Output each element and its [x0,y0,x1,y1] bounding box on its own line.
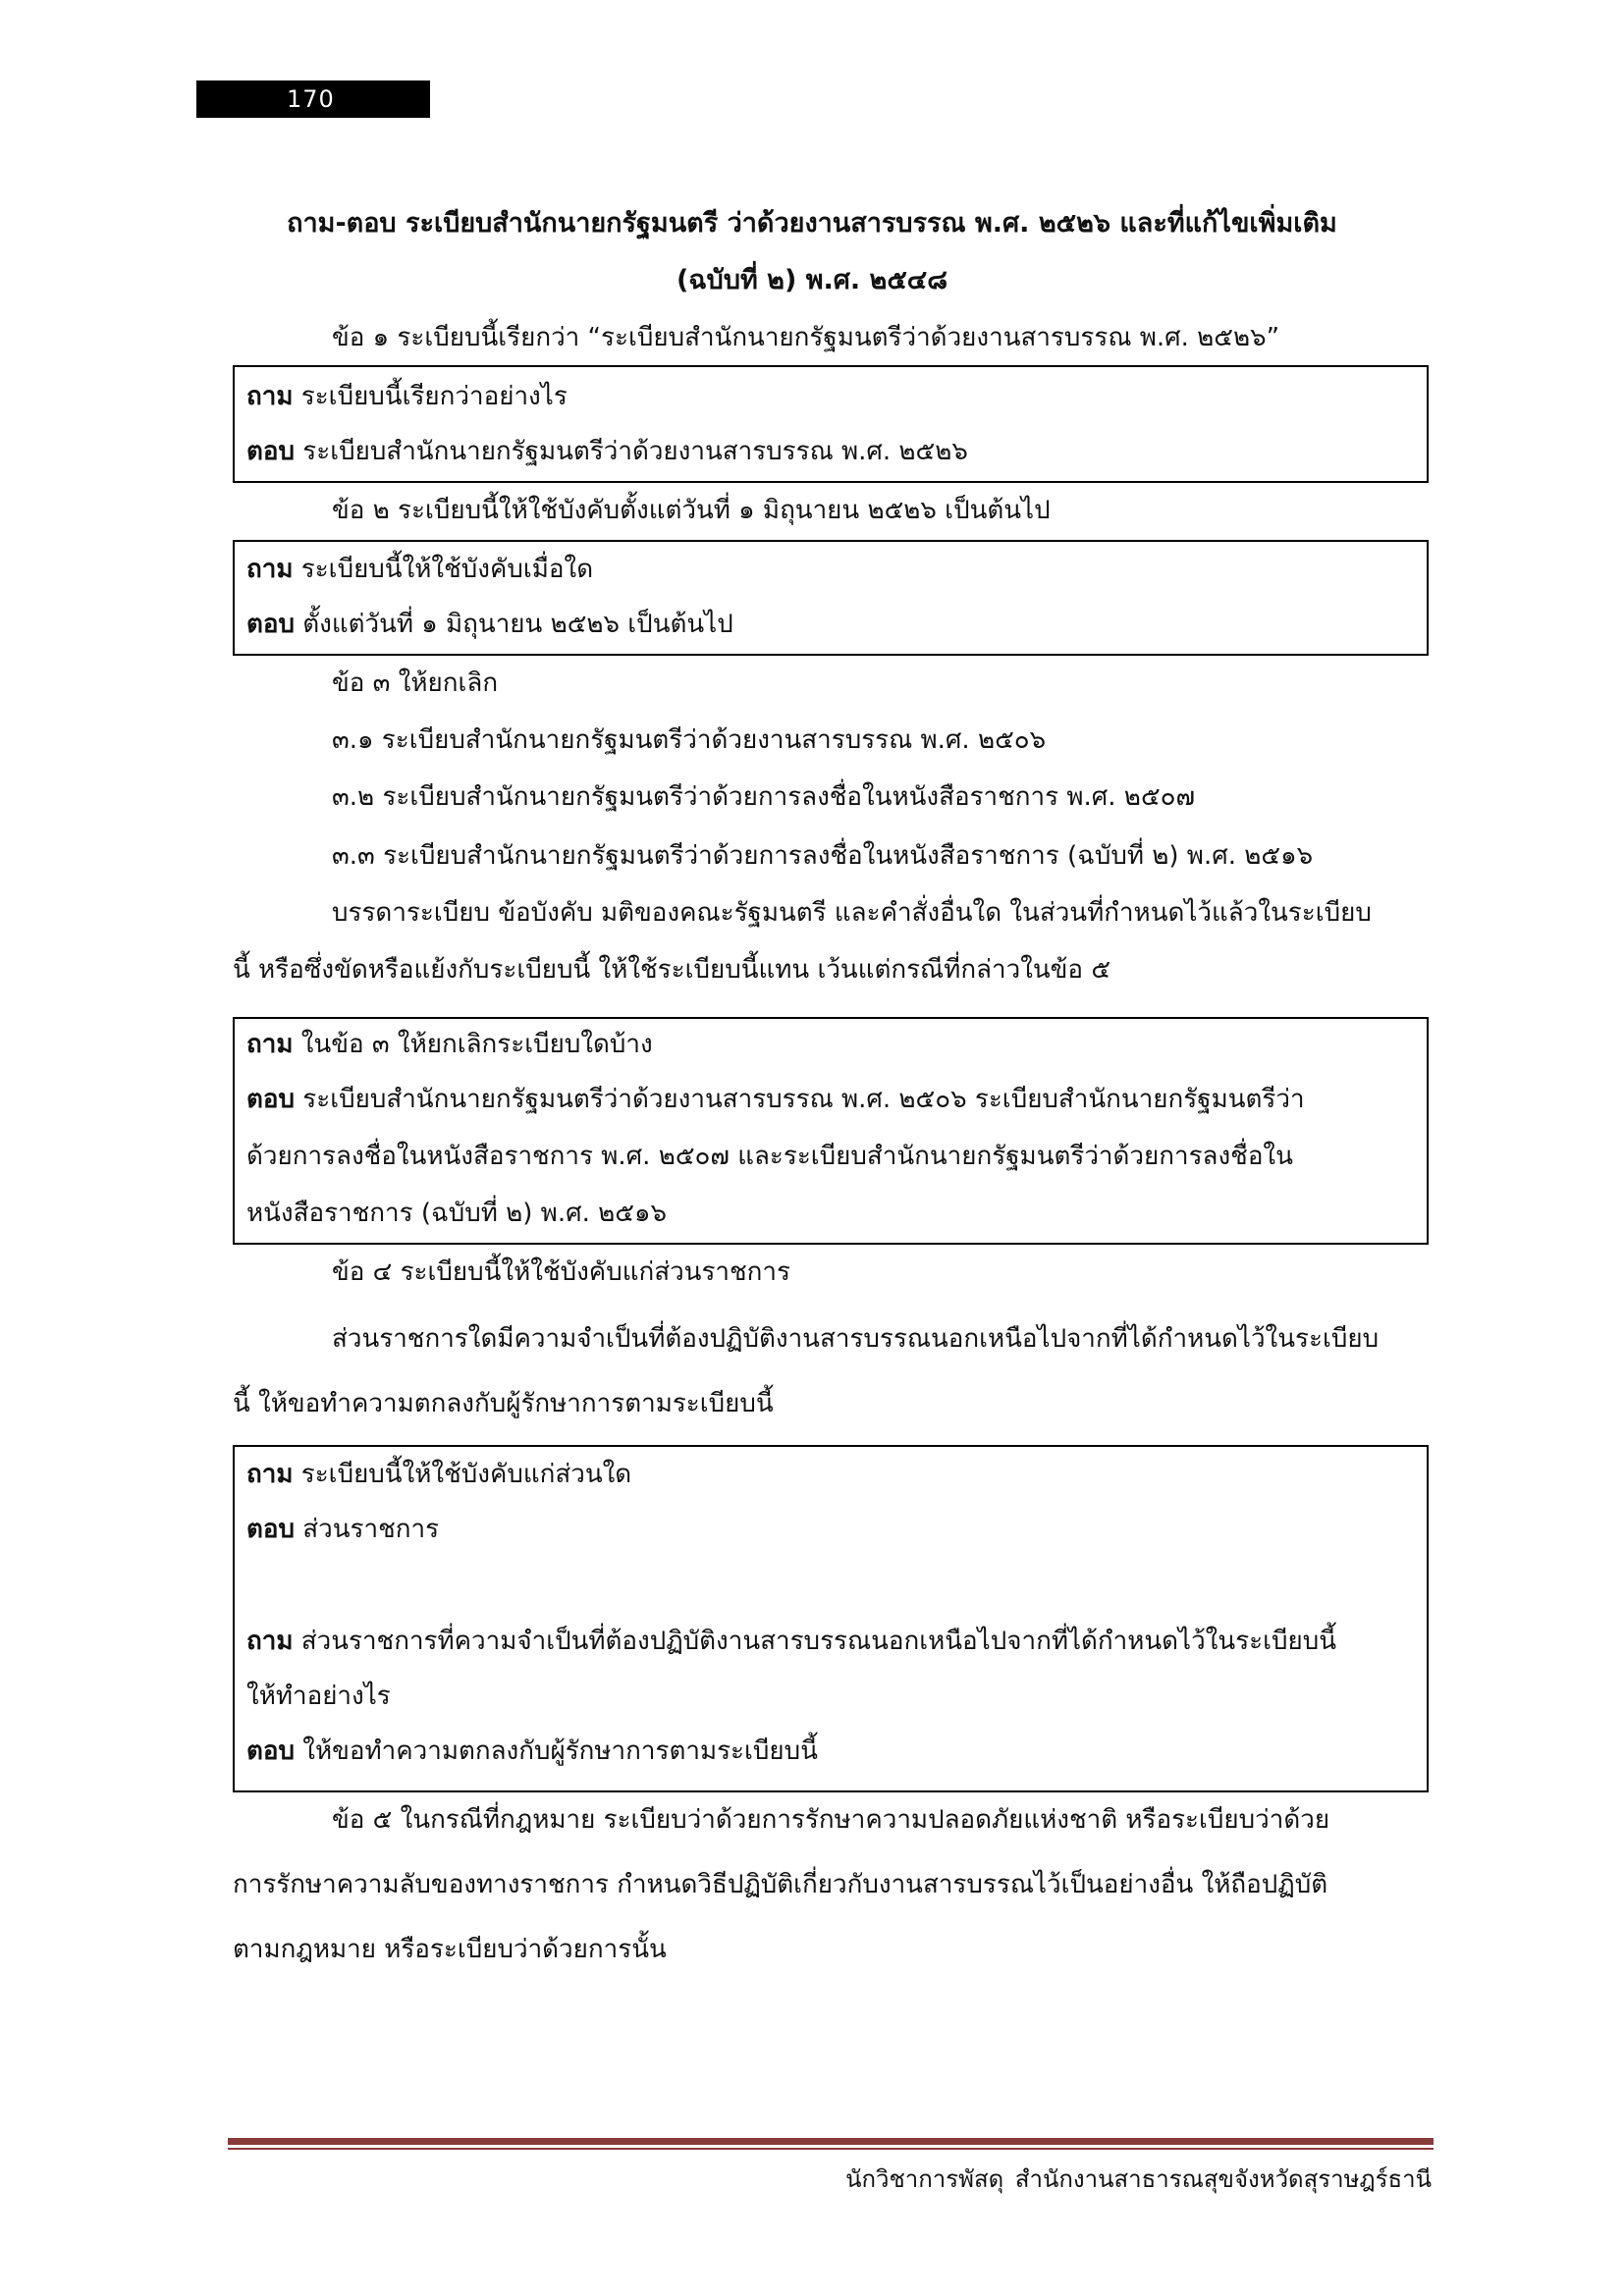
answer-label: ตอบ [246,610,296,639]
question-1 [246,377,568,416]
question-4b-line-2: ให้ทำอย่างไร [246,1682,391,1711]
clause-2: ข้อ ๒ ระเบียบนี้ให้ใช้บังคับตั้งแต่วันที่ ๑ มิถุนายน ๒๕๒๖ เป็นต้นไป [332,496,1051,525]
qa-box-2 [233,540,1429,656]
clause-5-line-3: ตามกฎหมาย หรือระเบียบว่าด้วยการนั้น [233,1935,667,1964]
answer-4a [246,1510,439,1549]
footer-text: นักวิชาการพัสดุ สำนักงานสาธารณสุขจังหวัดสุราษฎร์ธานี [845,2165,1432,2193]
answer-label: ตอบ [246,437,296,466]
answer-1 [246,432,968,471]
clause-4-paragraph-line-1: ส่วนราชการใดมีความจำเป็นที่ต้องปฏิบัติงานสารบรรณนอกเหนือไปจากที่ได้กำหนดไว้ในระเบียบ [332,1324,1380,1354]
question-label: ถาม [246,555,294,584]
clause-3-paragraph-line-2: นี้ หรือซึ่งขัดหรือแย้งกับระเบียบนี้ ให้ใช้ระเบียบนี้แทน เว้นแต่กรณีที่กล่าวในข้อ ๕ [233,955,1110,985]
clause-3: ข้อ ๓ ให้ยกเลิก [332,668,499,698]
clause-5-line-1: ข้อ ๕ ในกรณีที่กฎหมาย ระเบียบว่าด้วยการรักษาความปลอดภัยแห่งชาติ หรือระเบียบว่าด้วย [332,1805,1330,1835]
question-label: ถาม [246,1030,294,1059]
question-3 [246,1025,653,1064]
answer-4b [246,1732,818,1771]
qa-box-4 [233,1445,1429,1792]
question-label: ถาม [246,1627,294,1656]
answer-text: ให้ขอทำความตกลงกับผู้รักษาการตามระเบียบนี้ [295,1736,818,1766]
answer-text: ส่วนราชการ [295,1515,440,1544]
clause-3-item-3: ๓.๓ ระเบียบสำนักนายกรัฐมนตรีว่าด้วยการลงชื่อในหนังสือราชการ (ฉบับที่ ๒) พ.ศ. ๒๕๑๖ [332,841,1314,871]
answer-3-line-1 [246,1080,1305,1119]
clause-4-paragraph-line-2: นี้ ให้ขอทำความตกลงกับผู้รักษาการตามระเบียบนี้ [233,1389,774,1418]
question-text: ในข้อ ๓ ให้ยกเลิกระเบียบใดบ้าง [293,1030,653,1059]
question-2 [246,550,593,589]
answer-text: ตั้งแต่วันที่ ๑ มิถุนายน ๒๕๒๖ เป็นต้นไป [295,610,733,639]
qa-box-1 [233,365,1429,483]
answer-3-line-3: หนังสือราชการ (ฉบับที่ ๒) พ.ศ. ๒๕๑๖ [246,1199,667,1228]
answer-label: ตอบ [246,1085,296,1114]
question-text: ส่วนราชการที่ความจำเป็นที่ต้องปฏิบัติงานสารบรรณนอกเหนือไปจากที่ได้กำหนดไว้ในระเบียบนี้ [293,1627,1337,1656]
question-label: ถาม [246,1460,294,1489]
document-subtitle: (ฉบับที่ ๒) พ.ศ. ๒๕๔๘ [676,265,948,295]
page-number: 170 [196,80,430,118]
qa-box-3 [233,1017,1429,1245]
document-title: ถาม-ตอบ ระเบียบสำนักนายกรัฐมนตรี ว่าด้วยงานสารบรรณ พ.ศ. ๒๕๒๖ และที่แก้ไขเพิ่มเติม [287,208,1337,239]
answer-text: ระเบียบสำนักนายกรัฐมนตรีว่าด้วยงานสารบรรณ พ.ศ. ๒๕๐๖ ระเบียบสำนักนายกรัฐมนตรีว่า [295,1085,1305,1114]
clause-1: ข้อ ๑ ระเบียบนี้เรียกว่า “ระเบียบสำนักนายกรัฐมนตรีว่าด้วยงานสารบรรณ พ.ศ. ๒๕๒๖” [332,323,1280,352]
clause-3-paragraph-line-1: บรรดาระเบียบ ข้อบังคับ มติของคณะรัฐมนตรี และคำสั่งอื่นใด ในส่วนที่กำหนดไว้แล้วในระเบียบ [332,898,1372,928]
answer-3-line-2: ด้วยการลงชื่อในหนังสือราชการ พ.ศ. ๒๕๐๗ และระเบียบสำนักนายกรัฐมนตรีว่าด้วยการลงชื่อใน [246,1142,1293,1171]
footer-rule-thick [228,2138,1434,2145]
answer-text: ระเบียบสำนักนายกรัฐมนตรีว่าด้วยงานสารบรรณ พ.ศ. ๒๕๒๖ [295,437,968,466]
question-4a [246,1455,631,1494]
question-4b-line-1 [246,1622,1336,1661]
clause-4: ข้อ ๔ ระเบียบนี้ให้ใช้บังคับแก่ส่วนราชการ [332,1257,790,1287]
answer-label: ตอบ [246,1736,296,1766]
clause-3-item-2: ๓.๒ ระเบียบสำนักนายกรัฐมนตรีว่าด้วยการลงชื่อในหนังสือราชการ พ.ศ. ๒๕๐๗ [332,782,1196,812]
answer-label: ตอบ [246,1515,296,1544]
answer-2 [246,605,733,644]
clause-3-item-1: ๓.๑ ระเบียบสำนักนายกรัฐมนตรีว่าด้วยงานสารบรรณ พ.ศ. ๒๕๐๖ [332,725,1047,755]
question-text: ระเบียบนี้ให้ใช้บังคับเมื่อใด [293,555,594,584]
footer-rule-thin [228,2148,1434,2150]
question-text: ระเบียบนี้เรียกว่าอย่างไร [293,382,568,411]
clause-5-line-2: การรักษาความลับของทางราชการ กำหนดวิธีปฏิบัติเกี่ยวกับงานสารบรรณไว้เป็นอย่างอื่น ให้ถือปฏิบัติ [233,1870,1328,1899]
question-text: ระเบียบนี้ให้ใช้บังคับแก่ส่วนใด [293,1460,632,1489]
question-label: ถาม [246,382,294,411]
